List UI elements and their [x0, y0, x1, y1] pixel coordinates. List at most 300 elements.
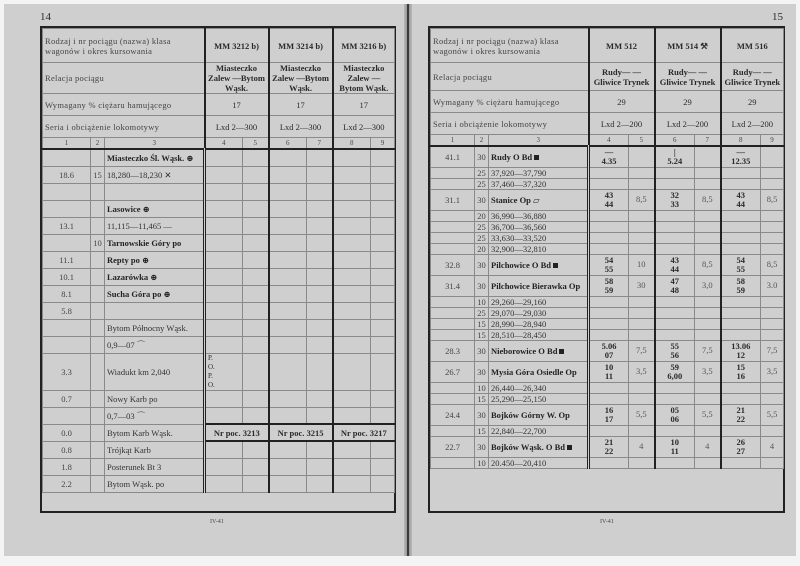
time-cell [655, 146, 695, 167]
time-cell [333, 234, 371, 251]
km-cell: 41.1 [431, 146, 475, 167]
station-name: 32,900—32,810 [491, 243, 547, 254]
run-time-cell [695, 210, 721, 221]
time-value: 11 [670, 445, 679, 456]
run-time-cell [695, 178, 721, 189]
time-cell [269, 441, 307, 458]
station-cell: Nowy Karb po [105, 390, 205, 407]
time-value: 47 [670, 275, 680, 286]
station-name: 22,840—22,700 [491, 425, 547, 436]
time-cell [269, 149, 307, 166]
time-value: 5,5 [701, 409, 713, 419]
column-number: 6 [269, 138, 307, 150]
time-value: 7,5 [766, 345, 778, 355]
time-cell [721, 318, 761, 329]
time-value: 3,5 [766, 366, 778, 376]
station-cell [489, 361, 589, 382]
km-cell [431, 382, 475, 393]
brake-row [431, 91, 784, 113]
table-row [431, 436, 784, 457]
run-time-cell [695, 146, 721, 167]
time-cell [205, 458, 243, 475]
table-row [43, 268, 395, 285]
time-cell [205, 183, 243, 200]
time-cell [589, 232, 629, 243]
run-time-cell [629, 221, 655, 232]
time-cell [655, 307, 695, 318]
run-time-cell [629, 425, 655, 436]
time-cell [589, 254, 629, 275]
speed-cell [91, 441, 105, 458]
run-time-cell [761, 307, 784, 318]
time-cell [269, 285, 307, 302]
time-cell [205, 149, 243, 166]
station-cell [489, 436, 589, 457]
km-cell [431, 296, 475, 307]
speed-cell: 25 [475, 178, 489, 189]
station-name: Pilchowice O Bd [491, 259, 551, 270]
time-value: 12.35 [731, 155, 751, 166]
time-cell [655, 425, 695, 436]
run-time-cell [629, 296, 655, 307]
loco-label: Seria i obciążenie lokomotywy [431, 113, 589, 135]
km-cell: 1.8 [43, 458, 91, 475]
table-row [431, 425, 784, 436]
column-number: 6 [655, 135, 695, 147]
time-cell [371, 268, 395, 285]
station-cell: Bytom Karb Wąsk. [105, 424, 205, 441]
station-cell: 0,9—07 ⌒ [105, 336, 205, 353]
time-cell [589, 393, 629, 404]
station-name: Mysia Góra Osiedle Op [491, 366, 577, 377]
train-number: MM 3216 b) [333, 29, 395, 63]
run-time-cell [761, 425, 784, 436]
run-time-cell [695, 254, 721, 275]
time-value: 44 [604, 198, 614, 209]
time-cell [371, 353, 395, 390]
column-number: 5 [243, 138, 269, 150]
time-cell [721, 210, 761, 221]
speed-cell [91, 217, 105, 234]
time-cell [721, 425, 761, 436]
time-value: 54 [736, 254, 746, 265]
time-cell [269, 217, 307, 234]
station-name: 33,630—33,520 [491, 232, 547, 243]
time-cell [333, 268, 371, 285]
left-page-footer: IV-41 [210, 519, 224, 525]
column-number-row [431, 135, 784, 147]
time-cell [589, 210, 629, 221]
time-value: 12 [736, 349, 746, 360]
run-time-cell [761, 275, 784, 296]
time-cell [307, 302, 333, 319]
column-number: 3 [489, 135, 589, 147]
speed-cell: 10 [91, 234, 105, 251]
time-cell [243, 200, 269, 217]
time-value: 44 [736, 198, 746, 209]
right-page-number: 15 [772, 11, 783, 23]
time-cell [589, 275, 629, 296]
speed-cell: 30 [475, 340, 489, 361]
table-row [43, 353, 395, 390]
station-name: 29,070—29,030 [491, 307, 547, 318]
time-cell [655, 232, 695, 243]
station-cell [489, 275, 589, 296]
time-cell [205, 441, 243, 458]
table-row [43, 424, 395, 441]
time-cell [243, 407, 269, 424]
speed-cell: 10 [475, 457, 489, 468]
speed-cell: 20 [475, 210, 489, 221]
time-cell [307, 475, 333, 492]
time-value: 6,00 [667, 370, 683, 381]
time-cell [243, 285, 269, 302]
time-value: 06 [670, 413, 680, 424]
time-cell [269, 319, 307, 336]
table-row [43, 234, 395, 251]
time-cell [243, 251, 269, 268]
run-time-cell [629, 210, 655, 221]
time-cell [269, 234, 307, 251]
time-cell [589, 296, 629, 307]
time-value: — [736, 146, 746, 157]
station-cell [489, 189, 589, 210]
time-cell [655, 329, 695, 340]
run-time-cell [629, 404, 655, 425]
time-cell [589, 382, 629, 393]
station-name: 29,260—29,160 [491, 296, 547, 307]
time-value: 44 [670, 263, 680, 274]
loco-value: Lxd 2—300 [333, 116, 395, 138]
km-cell [43, 407, 91, 424]
loco-value: Lxd 2—200 [589, 113, 655, 135]
speed-cell [91, 251, 105, 268]
time-cell [269, 336, 307, 353]
table-row [431, 167, 784, 178]
speed-cell [91, 302, 105, 319]
time-cell [205, 200, 243, 217]
speed-cell: 30 [475, 254, 489, 275]
run-time-cell [629, 361, 655, 382]
time-cell [307, 441, 333, 458]
time-cell [371, 390, 395, 407]
speed-cell [91, 285, 105, 302]
speed-cell [91, 407, 105, 424]
time-cell [333, 390, 371, 407]
relation-row [43, 63, 395, 94]
speed-cell: 30 [475, 361, 489, 382]
time-value: 27 [736, 445, 746, 456]
run-time-cell [761, 232, 784, 243]
time-cell [655, 296, 695, 307]
time-value: 55 [670, 340, 680, 351]
time-cell [307, 183, 333, 200]
run-time-cell [695, 393, 721, 404]
run-time-cell [695, 243, 721, 254]
km-cell [431, 210, 475, 221]
time-cell [589, 425, 629, 436]
time-cell [243, 475, 269, 492]
station-cell [489, 296, 589, 307]
km-cell [431, 232, 475, 243]
station-name: 25,290—25,150 [491, 393, 547, 404]
speed-cell: 25 [475, 232, 489, 243]
time-cell [205, 407, 243, 424]
time-value: 22 [604, 445, 614, 456]
km-cell [43, 200, 91, 217]
time-cell [205, 353, 243, 390]
table-row [43, 217, 395, 234]
speed-cell [91, 336, 105, 353]
speed-cell: 15 [475, 393, 489, 404]
time-cell [307, 407, 333, 424]
station-cell: 18,280—18,230 ✕ [105, 166, 205, 183]
train-number: MM 3214 b) [269, 29, 333, 63]
column-number: 5 [629, 135, 655, 147]
station-cell [489, 254, 589, 275]
time-cell [721, 167, 761, 178]
run-time-cell [761, 296, 784, 307]
time-value: 26 [736, 436, 746, 447]
brake-value: 17 [333, 94, 395, 116]
train-number: MM 514 ⚒ [655, 29, 721, 63]
column-number: 9 [761, 135, 784, 147]
station-name: 28,990—28,940 [491, 318, 547, 329]
run-time-cell [761, 382, 784, 393]
time-cell [307, 217, 333, 234]
time-cell [721, 382, 761, 393]
km-cell: 13.1 [43, 217, 91, 234]
table-row [431, 382, 784, 393]
time-value: 15 [736, 361, 746, 372]
run-time-cell [629, 232, 655, 243]
left-page-number: 14 [40, 11, 51, 23]
station-name: Pilchowice Bierawka Op [491, 280, 581, 291]
station-cell [489, 382, 589, 393]
time-cell [243, 353, 269, 390]
time-cell [589, 318, 629, 329]
time-cell [243, 234, 269, 251]
time-cell [333, 407, 371, 424]
station-name: Nieborowice O Bd [491, 345, 558, 356]
time-value: 8,5 [766, 259, 778, 269]
run-time-cell [695, 361, 721, 382]
time-cell [589, 436, 629, 457]
km-cell: 24.4 [431, 404, 475, 425]
time-cell [721, 243, 761, 254]
run-time-cell [629, 146, 655, 167]
time-cell [371, 200, 395, 217]
station-cell [489, 307, 589, 318]
run-time-cell [629, 254, 655, 275]
station-name: 36,700—36,560 [491, 221, 547, 232]
station-name: 36,990—36,880 [491, 210, 547, 221]
time-cell [205, 302, 243, 319]
brake-value: 29 [655, 91, 721, 113]
km-cell [43, 336, 91, 353]
run-time-cell [761, 404, 784, 425]
time-cell [655, 167, 695, 178]
train-number-row [431, 29, 784, 63]
time-value: 21 [604, 436, 614, 447]
return-train-number: Nr poc. 3213 [205, 424, 269, 441]
relation-label: Relacja pociągu [43, 63, 205, 94]
speed-cell: 10 [475, 382, 489, 393]
speed-cell [91, 319, 105, 336]
time-cell [721, 232, 761, 243]
run-time-cell [695, 275, 721, 296]
km-cell [431, 221, 475, 232]
speed-cell: 30 [475, 275, 489, 296]
station-cell [489, 221, 589, 232]
time-value: 43 [736, 189, 746, 200]
train-relation: Miasteczko Zalew —Bytom Wąsk. [205, 63, 269, 94]
run-time-cell [695, 318, 721, 329]
time-value: — [604, 146, 614, 157]
return-train-number: Nr poc. 3215 [269, 424, 333, 441]
run-time-cell [695, 340, 721, 361]
table-row [431, 210, 784, 221]
run-time-cell [695, 189, 721, 210]
time-cell [307, 390, 333, 407]
run-time-cell [695, 457, 721, 468]
speed-cell: 10 [475, 296, 489, 307]
time-value: 3,5 [635, 366, 647, 376]
time-value: 8,5 [635, 194, 647, 204]
time-cell [243, 166, 269, 183]
table-row [43, 458, 395, 475]
time-cell [589, 307, 629, 318]
km-cell: 2.2 [43, 475, 91, 492]
time-cell [655, 457, 695, 468]
station-cell: Sucha Góra po ⊕ [105, 285, 205, 302]
speed-cell: 25 [475, 307, 489, 318]
time-cell [333, 183, 371, 200]
station-name: 28,510—28,450 [491, 329, 547, 340]
run-time-cell [629, 178, 655, 189]
speed-cell: 30 [475, 189, 489, 210]
time-cell [307, 200, 333, 217]
km-cell: 32.8 [431, 254, 475, 275]
time-cell [333, 200, 371, 217]
run-time-cell [761, 254, 784, 275]
station-cell: Repty po ⊕ [105, 251, 205, 268]
table-row [43, 390, 395, 407]
time-cell [333, 285, 371, 302]
km-cell [431, 307, 475, 318]
page-fold [407, 4, 409, 556]
km-cell [43, 319, 91, 336]
column-number: 1 [43, 138, 91, 150]
time-value: 56 [670, 349, 680, 360]
table-row [43, 302, 395, 319]
run-time-cell [761, 167, 784, 178]
time-cell [589, 189, 629, 210]
time-cell [307, 336, 333, 353]
time-value: 55 [736, 263, 746, 274]
left-timetable [40, 26, 396, 513]
time-value: 21 [736, 404, 746, 415]
time-value: 17 [604, 413, 614, 424]
km-cell: 28.3 [431, 340, 475, 361]
time-value: 54 [604, 254, 614, 265]
train-relation: Rudy— —Gliwice Trynek [589, 63, 655, 91]
time-cell [205, 319, 243, 336]
time-cell [307, 285, 333, 302]
time-cell [655, 243, 695, 254]
km-cell [431, 329, 475, 340]
column-number: 7 [695, 135, 721, 147]
time-cell [655, 393, 695, 404]
time-cell [269, 353, 307, 390]
time-value: 10 [604, 361, 614, 372]
km-cell: 18.6 [43, 166, 91, 183]
time-value: 07 [604, 349, 614, 360]
time-value: 13.06 [731, 340, 751, 351]
run-time-cell [629, 329, 655, 340]
table-row [43, 441, 395, 458]
time-cell [655, 361, 695, 382]
time-cell [205, 251, 243, 268]
km-cell [431, 178, 475, 189]
km-cell [431, 393, 475, 404]
station-name: 37,460—37,320 [491, 178, 547, 189]
time-cell [269, 475, 307, 492]
time-cell [721, 340, 761, 361]
run-time-cell [761, 210, 784, 221]
run-time-cell [761, 178, 784, 189]
station-cell: 0,7—03 ⌒ [105, 407, 205, 424]
time-cell [721, 178, 761, 189]
time-cell [243, 149, 269, 166]
time-cell [721, 361, 761, 382]
time-cell [307, 458, 333, 475]
station-cell: Bytom Północny Wąsk. [105, 319, 205, 336]
time-cell [371, 475, 395, 492]
speed-cell: 30 [475, 146, 489, 167]
time-value: 4 [639, 441, 644, 451]
table-row [43, 336, 395, 353]
time-cell [655, 340, 695, 361]
time-cell [333, 166, 371, 183]
run-time-cell [761, 146, 784, 167]
time-cell [333, 217, 371, 234]
run-time-cell [761, 393, 784, 404]
time-cell [655, 221, 695, 232]
time-cell [269, 302, 307, 319]
speed-cell [91, 424, 105, 441]
loco-row [43, 116, 395, 138]
time-cell [205, 234, 243, 251]
time-cell [589, 178, 629, 189]
time-cell [333, 475, 371, 492]
table-row [431, 243, 784, 254]
train-number: MM 512 [589, 29, 655, 63]
time-cell [243, 441, 269, 458]
time-value: 59 [604, 284, 614, 295]
time-cell [307, 166, 333, 183]
time-value: 59 [670, 361, 680, 372]
time-cell [333, 319, 371, 336]
note-mark: P. [208, 353, 213, 362]
time-cell [333, 149, 371, 166]
time-cell [243, 390, 269, 407]
brake-value: 17 [269, 94, 333, 116]
time-value: 11 [604, 370, 614, 381]
time-cell [721, 254, 761, 275]
time-cell [589, 457, 629, 468]
time-value: 7,5 [635, 345, 647, 355]
